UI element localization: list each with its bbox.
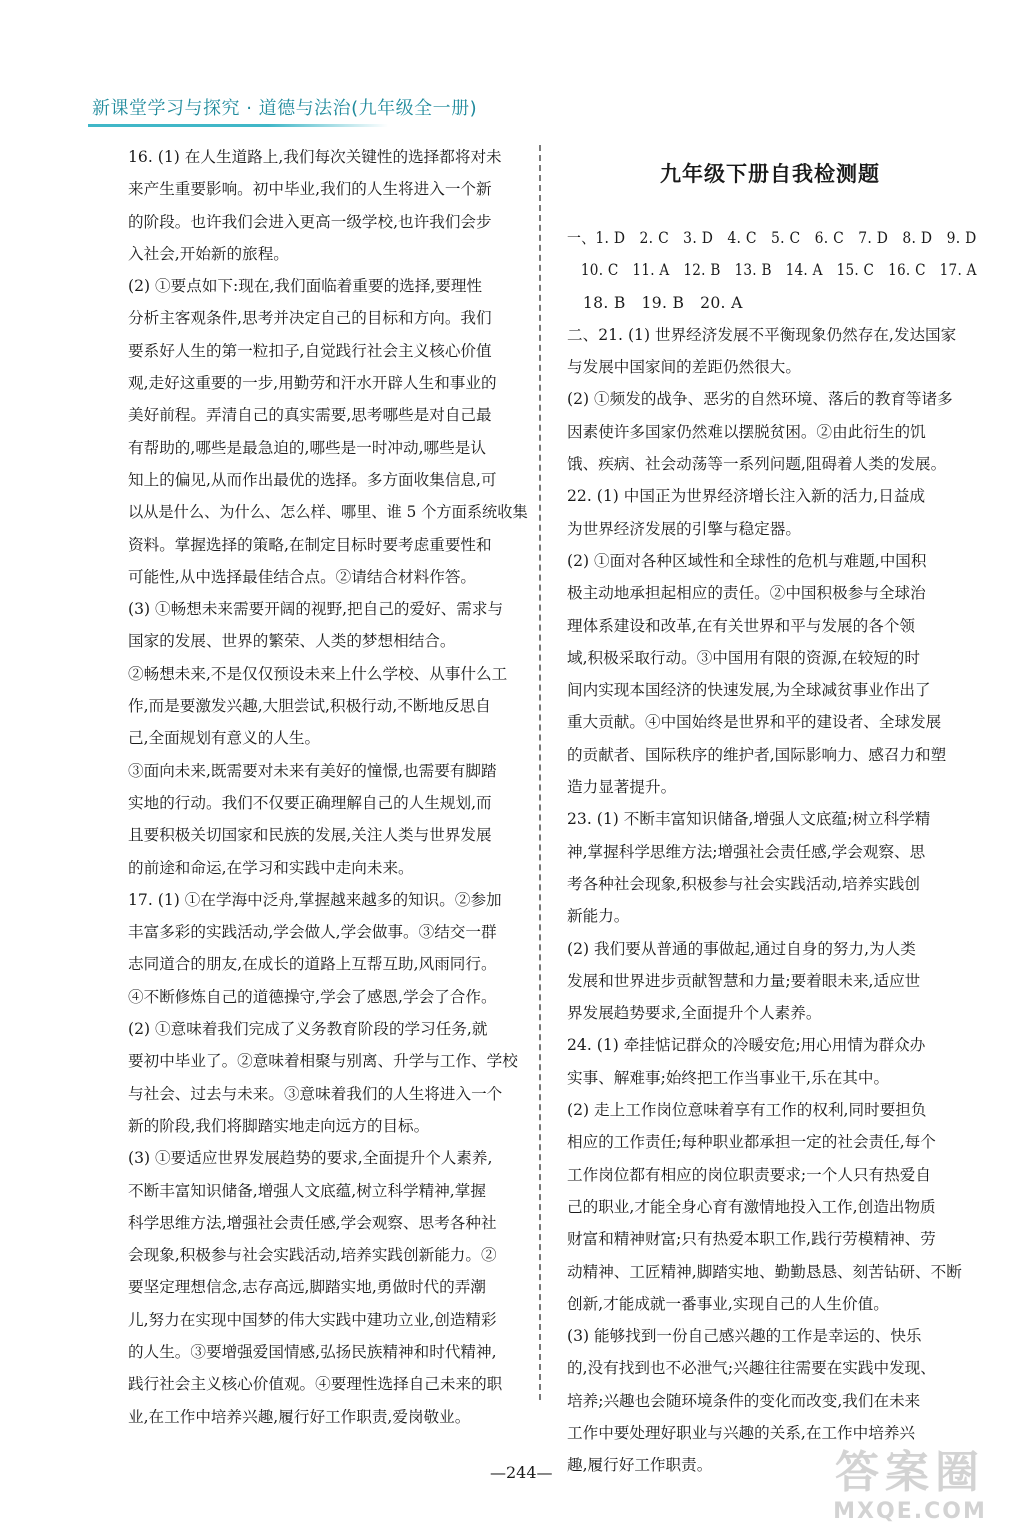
text-line: 23. (1) 不断丰富知识储备,增强人文底蕴;树立科学精 <box>567 810 931 829</box>
text-line: 动精神、工匠精神,脚踏实地、勤勤恳恳、刻苦钻研、不断 <box>567 1262 962 1281</box>
text-line: (2) ①要点如下:现在,我们面临着重要的选择,要理性 <box>128 277 483 296</box>
text-line: 因素使许多国家仍然难以摆脱贫困。②由此衍生的饥 <box>567 422 926 441</box>
text-line: 且要积极关切国家和民族的发展,关注人类与世界发展 <box>128 826 492 845</box>
text-line: 己,全面规划有意义的人生。 <box>128 729 321 748</box>
text-line: 17. (1) ①在学海中泛舟,掌握越来越多的知识。②参加 <box>128 890 502 909</box>
text-line: 不断丰富知识储备,增强人文底蕴,树立科学精神,掌握 <box>128 1181 486 1200</box>
text-line: 界发展趋势要求,全面提升个人素养。 <box>567 1004 822 1023</box>
text-line: 财富和精神财富;只有热爱本职工作,践行劳模精神、劳 <box>567 1230 936 1249</box>
text-line: (2) 我们要从普通的事做起,通过自身的努力,为人类 <box>567 939 916 958</box>
text-line: (3) ①畅想未来需要开阔的视野,把自己的爱好、需求与 <box>128 600 504 619</box>
answer-key-line: 10. C 11. A 12. B 13. B 14. A 15. C 16. C 17. A <box>567 261 977 280</box>
text-line: 己的职业,才能全身心育有激情地投入工作,创造出物质 <box>567 1197 936 1216</box>
text-line: 域,积极采取行动。③中国用有限的资源,在较短的时 <box>567 648 920 667</box>
text-line: 发展和世界进步贡献智慧和力量;要着眼未来,适应世 <box>567 971 921 990</box>
text-line: 培养;兴趣也会随环境条件的变化而改变,我们在未来 <box>567 1391 921 1410</box>
text-line: 重大贡献。④中国始终是世界和平的建设者、全球发展 <box>567 713 942 732</box>
text-line: 神,掌握科学思维方法;增强社会责任感,学会观察、思 <box>567 842 926 861</box>
watermark-logo <box>805 1447 1015 1527</box>
text-line: 造力显著提升。 <box>567 778 677 797</box>
text-line: 22. (1) 中国正为世界经济增长注入新的活力,日益成 <box>567 487 926 506</box>
text-line: 趣,履行好工作职责。 <box>567 1456 713 1475</box>
right-column <box>567 222 977 1482</box>
text-line: 要坚定理想信念,志存高远,脚踏实地,勇做时代的弄潮 <box>128 1278 486 1297</box>
text-line: 资料。掌握选择的策略,在制定目标时要考虑重要性和 <box>128 535 492 554</box>
text-line: 的人生。③要增强爱国情感,弘扬民族精神和时代精神, <box>128 1342 497 1361</box>
text-line: 观,走好这重要的一步,用勤劳和汗水开辟人生和事业的 <box>128 374 497 393</box>
text-line: (2) ①意味着我们完成了义务教育阶段的学习任务,就 <box>128 1020 488 1039</box>
text-line: 二、21. (1) 世界经济发展不平衡现象仍然存在,发达国家 <box>567 325 957 344</box>
watermark-text: 答案圈 <box>835 1447 985 1498</box>
text-line: 有帮助的,哪些是最急迫的,哪些是一时冲动,哪些是认 <box>128 438 486 457</box>
text-line: 美好前程。弄清自己的真实需要,思考哪些是对自己最 <box>128 406 492 425</box>
text-line: 志同道合的朋友,在成长的道路上互帮互助,风雨同行。 <box>128 955 497 974</box>
text-line: 极主动地承担起相应的责任。②中国积极参与全球治 <box>567 584 926 603</box>
text-line: 的阶段。也许我们会进入更高一级学校,也许我们会步 <box>128 212 492 231</box>
text-line: 实地的行动。我们不仅要正确理解自己的人生规划,而 <box>128 793 492 812</box>
text-line: (3) ①要适应世界发展趋势的要求,全面提升个人素养, <box>128 1149 493 1168</box>
text-line: ③面向未来,既需要对未来有美好的憧憬,也需要有脚踏 <box>128 761 497 780</box>
text-line: 以从是什么、为什么、怎么样、哪里、谁 5 个方面系统收集 <box>128 503 528 522</box>
book-header-title: 新课堂学习与探究 · 道德与法治(九年级全一册) <box>92 98 478 119</box>
text-line: 践行社会主义核心价值观。④要理性选择自己未来的职 <box>128 1375 503 1394</box>
text-line: 要初中毕业了。②意味着相聚与别离、升学与工作、学校 <box>128 1052 518 1071</box>
text-line: 工作中要处理好职业与兴趣的关系,在工作中培养兴 <box>567 1423 916 1442</box>
text-line: 分析主客观条件,思考并决定自己的目标和方向。我们 <box>128 309 492 328</box>
text-line: (2) ①面对各种区域性和全球性的危机与难题,中国积 <box>567 551 927 570</box>
text-line: 与社会、过去与未来。③意味着我们的人生将进入一个 <box>128 1084 503 1103</box>
text-line: 业,在工作中培养兴趣,履行好工作职责,爱岗敬业。 <box>128 1407 471 1426</box>
text-line: 饿、疾病、社会动荡等一系列问题,阻碍着人类的发展。 <box>567 455 947 474</box>
text-line: 科学思维方法,增强社会责任感,学会观察、思考各种社 <box>128 1213 497 1232</box>
answer-key-line: 一、1. D 2. C 3. D 4. C 5. C 6. C 7. D 8. D 9. D <box>567 229 977 247</box>
text-line: 间内实现本国经济的快速发展,为全球减贫事业作出了 <box>567 681 931 700</box>
text-line: 理体系建设和改革,在有关世界和平与发展的各个领 <box>567 616 916 635</box>
text-line: (2) 走上工作岗位意味着享有工作的权利,同时要担负 <box>567 1101 927 1120</box>
text-line: 工作岗位都有相应的岗位职责要求;一个人只有热爱自 <box>567 1165 931 1184</box>
text-line: (3) 能够找到一份自己感兴趣的工作是幸运的、快乐 <box>567 1327 922 1346</box>
text-line: 国家的发展、世界的繁荣、人类的梦想相结合。 <box>128 632 456 651</box>
text-line: 丰富多彩的实践活动,学会做人,学会做事。③结交一群 <box>128 923 497 942</box>
text-line: 创新,才能成就一番事业,实现自己的人生价值。 <box>567 1294 889 1313</box>
text-line: 儿,努力在实现中国梦的伟大实践中建功立业,创造精彩 <box>128 1310 497 1329</box>
text-line: 会现象,积极参与社会实践活动,培养实践创新能力。② <box>128 1246 497 1265</box>
text-line: 入社会,开始新的旅程。 <box>128 244 289 263</box>
text-line: 16. (1) 在人生道路上,我们每次关键性的选择都将对未 <box>128 148 502 166</box>
text-line: 与发展中国家间的差距仍然很大。 <box>567 358 801 377</box>
text-line: 为世界经济发展的引擎与稳定器。 <box>567 519 801 538</box>
text-line: 相应的工作责任;每种职业都承担一定的社会责任,每个 <box>567 1133 936 1152</box>
header-underline <box>88 124 388 127</box>
text-line: 的前途和命运,在学习和实践中走向未来。 <box>128 858 414 877</box>
text-line: 24. (1) 牵挂惦记群众的冷暖安危;用心用情为群众办 <box>567 1036 926 1055</box>
text-line: 可能性,从中选择最佳结合点。②请结合材料作答。 <box>128 567 477 586</box>
text-line: 的贡献者、国际秩序的维护者,国际影响力、感召力和塑 <box>567 745 947 764</box>
text-line: 新能力。 <box>567 907 630 926</box>
text-line: ④不断修炼自己的道德操守,学会了感恩,学会了合作。 <box>128 987 497 1006</box>
text-line: 考各种社会现象,积极参与社会实践活动,培养实践创 <box>567 874 920 893</box>
text-line: ②畅想未来,不是仅仅预设未来上什么学校、从事什么工 <box>128 664 508 683</box>
text-line: 知上的偏见,从而作出最优的选择。多方面收集信息,可 <box>128 470 497 489</box>
text-line: (2) ①频发的战争、恶劣的自然环境、落后的教育等诸多 <box>567 390 953 409</box>
text-line: 实事、解难事;始终把工作当事业干,乐在其中。 <box>567 1068 890 1087</box>
text-line: 的,没有找到也不必泄气;兴趣往往需要在实践中发现、 <box>567 1359 936 1378</box>
text-line: 要系好人生的第一粒扣子,自觉践行社会主义核心价值 <box>128 341 492 360</box>
text-line: 来产生重要影响。初中毕业,我们的人生将进入一个新 <box>128 180 492 199</box>
page-number: —244— <box>490 1463 553 1482</box>
section-title: 九年级下册自我检测题 <box>660 162 880 186</box>
column-divider <box>539 145 541 1400</box>
text-line: 新的阶段,我们将脚踏实地走向远方的目标。 <box>128 1116 430 1135</box>
watermark-url: MXQE.COM <box>833 1499 987 1524</box>
left-column <box>128 141 528 1433</box>
answer-key-line: 18. B 19. B 20. A <box>567 293 743 312</box>
text-line: 作,而是要激发兴趣,大胆尝试,积极行动,不断地反思自 <box>128 697 491 716</box>
